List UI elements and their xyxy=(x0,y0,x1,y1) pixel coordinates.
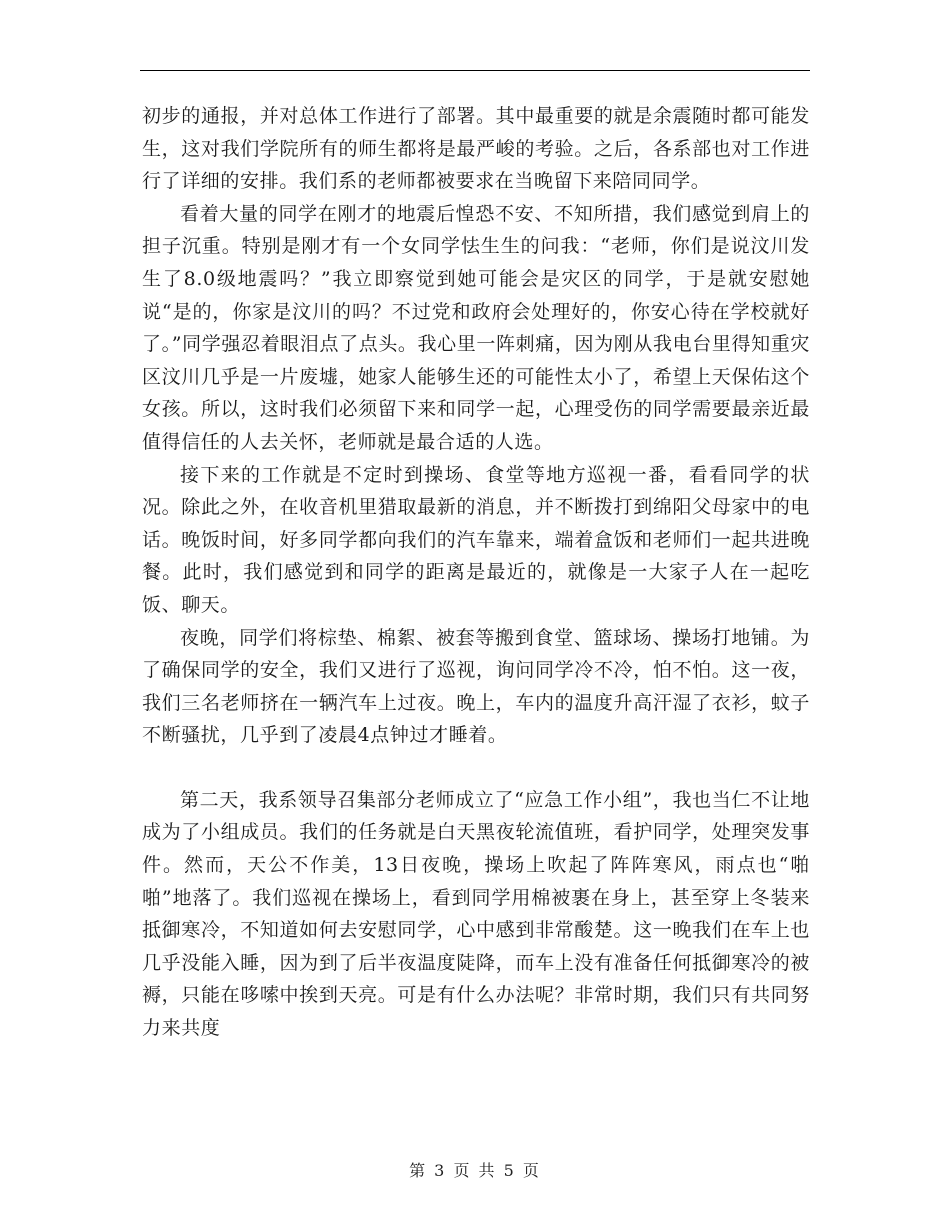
paragraph: 第二天，我系领导召集部分老师成立了“应急工作小组”，我也当仁不让地成为了小组成员。我们的任务就是白天黑夜轮流值班，看护同学，处理突发事件。然而，天公不作美，13日夜晚，操场上吹起了阵阵寒风，雨点也“啪啪”地落了。我们巡视在操场上，看到同学用棉被裹在身上，甚至穿上冬装来抵御寒冷，不知道如何去安慰同学，心中感到非常酸楚。这一晚我们在车上也几乎没能入睡，因为到了后半夜温度陡降，而车上没有准备任何抵御寒冷的被褥，只能在哆嗦中挨到天亮。可是有什么办法呢？非常时期，我们只有共同努力来共度 xyxy=(142,788,810,1040)
paragraph: 接下来的工作就是不定时到操场、食堂等地方巡视一番，看看同学的状况。除此之外，在收音机里猎取最新的消息，并不断拨打到绵阳父母家中的电话。晚饭时间，好多同学都向我们的汽车靠来，端着盒饭和老师们一起共进晚餐。此时，我们感觉到和同学的距离是最近的，就像是一大家子人在一起吃饭、聊天。 xyxy=(142,463,810,616)
page-number-footer: 第 3 页 共 5 页 xyxy=(409,1161,541,1180)
header-rule xyxy=(140,70,810,71)
paragraph: 夜晚，同学们将棕垫、棉絮、被套等搬到食堂、篮球场、操场打地铺。为了确保同学的安全，我们又进行了巡视，询问同学冷不冷，怕不怕。这一夜，我们三名老师挤在一辆汽车上过夜。晚上，车内的温度升高汗湿了衣衫，蚊子不断骚扰，几乎到了凌晨4点钟过才睡着。 xyxy=(142,626,810,747)
paragraph-continued: 初步的通报，并对总体工作进行了部署。其中最重要的就是余震随时都可能发生，这对我们学院所有的师生都将是最严峻的考验。之后，各系部也对工作进行了详细的安排。我们系的老师都被要求在当晚留下来陪同同学。 xyxy=(142,105,810,193)
document-body xyxy=(142,100,810,1045)
paragraph: 看着大量的同学在刚才的地震后惶恐不安、不知所措，我们感觉到肩上的担子沉重。特别是刚才有一个女同学怯生生的问我：“老师，你们是说汶川发生了8.0级地震吗？”我立即察觉到她可能会是灾区的同学，于是就安慰她说“是的，你家是汶川的吗？不过党和政府会处理好的，你安心待在学校就好了。”同学强忍着眼泪点了点头。我心里一阵刺痛，因为刚从我电台里得知重灾区汶川几乎是一片废墟，她家人能够生还的可能性太小了，希望上天保佑这个女孩。所以，这时我们必须留下来和同学一起，心理受伤的同学需要最亲近最值得信任的人去关怀，老师就是最合适的人选。 xyxy=(142,202,810,453)
